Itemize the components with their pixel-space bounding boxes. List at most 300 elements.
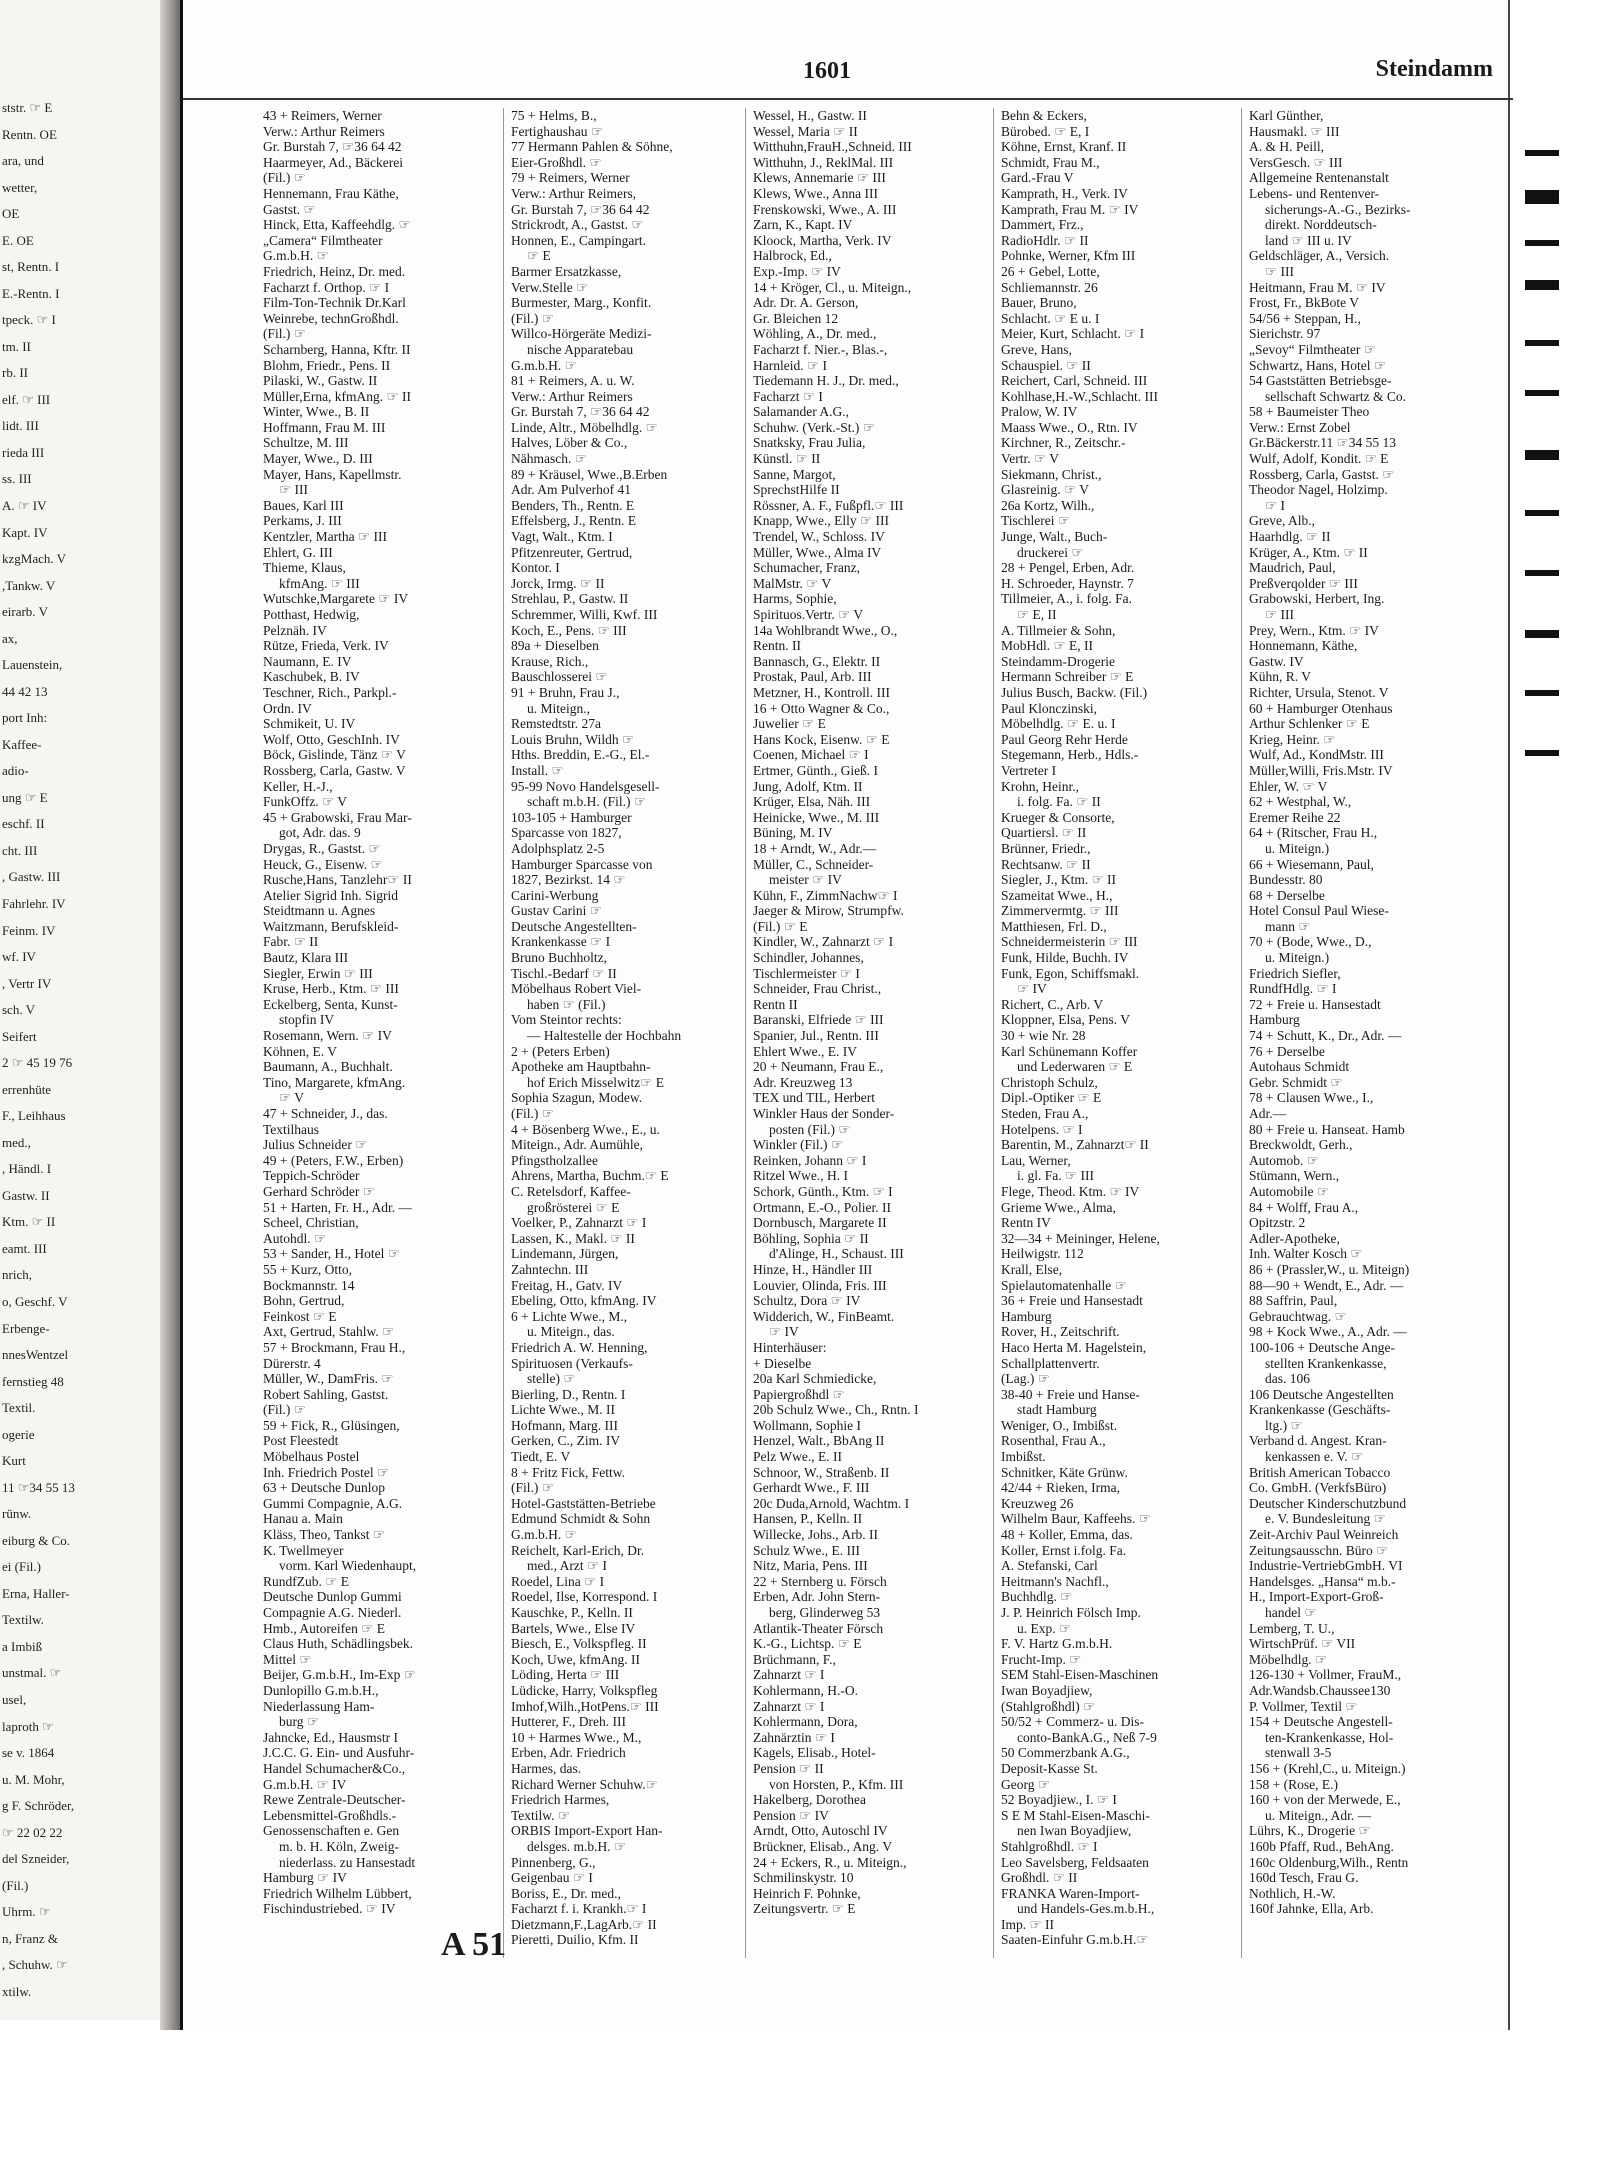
directory-entry-line: Nähmasch. ☞ [511,451,587,467]
directory-entry-line: Adr.— [1249,1106,1287,1121]
directory-entry-line: ten-Krankenkasse, Hol- [1265,1729,1394,1745]
directory-entry-line: Ritzel Wwe., H. I [753,1168,848,1184]
directory-entry-line: Jahncke, Ed., Hausmstr I [263,1729,398,1745]
directory-entry-line: u. Miteign., das. [527,1324,615,1340]
directory-entry-line: Bierling, D., Rentn. I [511,1386,626,1402]
directory-entry-line: Köhne, Ernst, Kranf. II [1001,139,1127,155]
directory-entry-line: Kamprath, H., Verk. IV [1001,185,1128,201]
directory-entry-line: Rosenthal, Frau A., [1001,1433,1106,1449]
directory-entry-line: (Fil.) ☞ [263,1402,306,1418]
directory-entry-line: Wutschke,Margarete ☞ IV [263,591,409,607]
directory-entry-line: „Sevoy“ Filmtheater ☞ [1249,341,1376,357]
directory-entry-line: G.m.b.H. ☞ [511,357,577,373]
directory-entry-line: Witthuhn,FrauH.,Schneid. III [753,139,912,155]
facing-page-text: E. OE [2,232,34,248]
directory-entry-line: Biesch, E., Volkspfleg. II [511,1636,647,1652]
directory-entry-line: Jaeger & Mirow, Strumpfw. [753,903,904,919]
directory-entry-line: Post Fleestedt [263,1433,339,1449]
directory-entry-line: Bockmannstr. 14 [263,1277,355,1293]
directory-entry-line: 54/56 + Steppan, H., [1249,310,1361,326]
directory-entry-line: Genossenschaften e. Gen [263,1823,400,1839]
directory-entry-line: 43 + Reimers, Werner [263,108,382,123]
directory-entry-line: Compagnie A.G. Niederl. [263,1605,402,1620]
directory-entry-line: C. Retelsdorf, Kaffee- [511,1183,631,1199]
directory-entry-line: das. 106 [1265,1371,1310,1387]
directory-entry-line: posten (Fil.) ☞ [769,1121,851,1137]
directory-entry-line: Adr. Dr. A. Gerson, [753,295,859,311]
directory-entry-line: Rentn II [753,996,798,1012]
directory-entry-line: Effelsberg, J., Rentn. E [511,513,637,529]
directory-entry-line: Lebens- und Rentenver- [1249,185,1380,201]
directory-entry-line: P. Vollmer, Textil ☞ [1249,1698,1358,1714]
facing-page-text: 44 42 13 [2,683,48,699]
directory-entry-line: 30 + wie Nr. 28 [1001,1028,1086,1044]
directory-entry-line: Gebrauchtwag. ☞ [1249,1308,1347,1324]
directory-entry-line: Schuhw. (Verk.-St.) ☞ [753,419,875,435]
directory-entry-line: Kaschubek, B. IV [263,669,360,685]
directory-entry-line: Metzner, H., Kontroll. III [753,684,891,700]
directory-entry-line: Textilhaus [263,1121,320,1137]
directory-entry-line: G.m.b.H. ☞ [263,248,329,264]
directory-entry-line: RundfZub. ☞ E [263,1573,349,1589]
directory-entry-line: Vertr. ☞ V [1001,451,1059,467]
directory-entry-line: Gr. Burstah 7, ☞36 64 42 [511,404,650,420]
directory-entry-line: Hotelpens. ☞ I [1001,1121,1083,1137]
directory-entry-line: Maudrich, Paul, [1249,560,1336,576]
facing-page-text: F., Leihhaus [2,1108,66,1124]
directory-entry-line: Weniger, O., Imbißst. [1001,1417,1118,1433]
facing-page-text: laproth ☞ [2,1718,54,1734]
directory-entry-line: Freitag, H., Gatv. IV [511,1277,623,1293]
directory-entry-line: Kühn, F., ZimmNachw☞ I [753,887,898,903]
directory-entry-line: 32—34 + Meininger, Helene, [1001,1230,1160,1246]
directory-entry-line: 160 + von der Merwede, E., [1249,1792,1401,1808]
directory-entry-line: Deposit-Kasse St. [1001,1760,1098,1776]
directory-entry-line: Fischindustriebed. ☞ IV [263,1901,396,1917]
facing-page-text: Gastw. II [2,1187,50,1203]
column-2 [511,108,741,1958]
directory-entry-line: 54 Gaststätten Betriebsge- [1249,373,1392,389]
directory-entry-line: Zahnärztin ☞ I [753,1729,835,1745]
column-divider [745,108,746,1958]
facing-page-text: o, Geschf. V [2,1294,68,1309]
directory-entry-line: Hanau a. Main [263,1511,343,1527]
directory-entry-line: Teschner, Rich., Parkpl.- [263,684,397,700]
directory-entry-line: Schmilinskystr. 10 [753,1870,854,1886]
directory-entry-line: Kauschke, P., Kelln. II [511,1605,633,1620]
directory-entry-line: und Handels-Ges.m.b.H., [1017,1901,1155,1917]
directory-entry-line: Rentn IV [1001,1215,1051,1231]
facing-page-text: cht. III [2,842,38,858]
facing-page-text: tm. II [2,338,31,354]
directory-entry-line: Schremmer, Willi, Kwf. III [511,607,658,622]
directory-entry-line: Strehlau, P., Gastw. II [511,591,629,607]
directory-entry-line: Vagt, Walt., Ktm. I [511,529,613,545]
directory-entry-line: 18 + Arndt, W., Adr.— [753,840,877,856]
directory-entry-line: Funk, Egon, Schiffsmakl. [1001,965,1140,981]
directory-entry-line: 47 + Schneider, J., das. [263,1106,388,1121]
directory-entry-line: Kontor. I [511,560,560,576]
facing-page-text: g F. Schröder, [2,1798,75,1814]
directory-entry-line: 106 Deutsche Angestellten [1249,1386,1394,1402]
directory-entry-line: Georg ☞ [1001,1776,1050,1792]
facing-page-text: xtilw. [2,1983,32,1999]
directory-entry-line: Spirituosen (Verkaufs- [511,1355,633,1371]
directory-entry-line: Schumacher, Franz, [753,560,861,576]
directory-entry-line: Möbelhaus Postel [263,1449,360,1465]
directory-entry-line: Köhnen, E. V [263,1043,337,1059]
directory-entry-line: Schneider, Frau Christ., [753,981,882,997]
directory-entry-line: ltg.) ☞ [1265,1417,1303,1433]
directory-entry-line: und Lederwaren ☞ E [1017,1059,1133,1075]
directory-entry-line: 26 + Gebel, Lotte, [1001,263,1100,279]
facing-page-text: errenhüte [2,1081,52,1097]
directory-entry-line: Tillmeier, A., i. folg. Fa. [1001,591,1132,607]
directory-entry-line: Schultz, Dora ☞ IV [753,1293,861,1309]
directory-entry-line: Paul Klonczinski, [1001,700,1097,716]
directory-entry-line: 6 + Lichte Wwe., M., [511,1308,628,1324]
facing-page-text: OE [2,206,20,222]
directory-entry-line: Pfingstholzallee [511,1152,598,1168]
directory-entry-line: Imp. ☞ II [1001,1916,1054,1932]
directory-entry-line: Miteign., Adr. Aumühle, [511,1137,644,1153]
directory-entry-line: Frucht-Imp. ☞ [1001,1651,1082,1667]
directory-entry-line: Harnleid. ☞ I [753,357,827,373]
directory-entry-line: Verw.: Ernst Zobel [1249,419,1351,435]
directory-entry-line: Schindler, Johannes, [753,950,864,966]
directory-entry-line: Pilaski, W., Gastw. II [263,373,378,389]
directory-entry-line: Heilwigstr. 112 [1001,1246,1084,1262]
directory-entry-line: Naumann, E. IV [263,653,352,669]
facing-page-text: lidt. III [2,418,39,434]
directory-entry-line: 52 Boyadjiew., I. ☞ I [1001,1792,1117,1808]
facing-page-text: ara, und [2,153,44,169]
directory-entry-line: Voelker, P., Zahnarzt ☞ I [511,1215,647,1231]
directory-entry-line: Facharzt f. i. Krankh.☞ I [511,1901,647,1917]
facing-page-text: ,Tankw. V [2,577,56,593]
directory-entry-line: Reinken, Johann ☞ I [753,1152,867,1168]
directory-entry-line: Rossberg, Carla, Gastw. V [263,762,406,778]
directory-entry-line: Scheel, Christian, [263,1215,359,1231]
facing-page-text: wetter, [2,179,38,195]
directory-entry-line: Exp.-Imp. ☞ IV [753,263,841,279]
directory-entry-line: ☞ I [1265,497,1285,513]
facing-page-text: del Szneider, [2,1851,70,1867]
directory-entry-line: Bruno Buchholtz, [511,950,607,966]
directory-entry-line: Greve, Hans, [1001,341,1072,357]
directory-entry-line: Hausmakl. ☞ III [1249,123,1340,139]
facing-page-text: elf. ☞ III [2,391,51,407]
directory-entry-line: land ☞ III u. IV [1265,232,1352,248]
directory-entry-line: direkt. Norddeutsch- [1265,217,1377,233]
directory-entry-line: 79 + Reimers, Werner [511,170,630,186]
directory-entry-line: 126-130 + Vollmer, FrauM., [1249,1667,1402,1683]
directory-entry-line: Dürerstr. 4 [263,1355,321,1371]
directory-entry-line: Prey, Wern., Ktm. ☞ IV [1249,622,1379,638]
directory-entry-line: Kreuzweg 26 [1001,1495,1074,1511]
directory-entry-line: Facharzt f. Nier.-, Blas.-, [753,341,888,357]
directory-entry-line: Willecke, Johs., Arb. II [753,1527,879,1543]
directory-entry-line: Friedrich Wilhelm Lübbert, [263,1885,412,1901]
scan-margin [0,2030,1600,2177]
directory-entry-line: Friedrich A. W. Henning, [511,1339,648,1355]
directory-entry-line: Müller, Wwe., Alma IV [753,544,882,560]
directory-entry-line: Gastst. ☞ [263,201,316,217]
directory-entry-line: 77 Hermann Pahlen & Söhne, [511,139,673,155]
directory-entry-line: Sanne, Margot, [753,466,836,482]
directory-entry-line: Krankenkasse (Geschäfts- [1249,1402,1391,1418]
facing-page-text: adio- [2,763,29,779]
directory-entry-line: Ahrens, Martha, Buchm.☞ E [511,1168,669,1184]
directory-entry-line: Hermann Schreiber ☞ E [1001,669,1134,685]
directory-entry-line: Opitzstr. 2 [1249,1215,1306,1231]
directory-entry-line: ☞ III [1265,607,1294,622]
directory-entry-line: Karl Schünemann Koffer [1001,1043,1138,1059]
directory-entry-line: Greve, Alb., [1249,513,1315,529]
directory-entry-line: Geldschläger, A., Versich. [1249,248,1390,264]
facing-page-text: sch. V [2,1002,35,1018]
directory-entry-line: Arthur Schlenker ☞ E [1249,716,1370,732]
facing-page-text: Textil. [2,1400,36,1416]
directory-entry-line: Strickrodt, A., Gastst. ☞ [511,217,644,233]
directory-entry-line: A. Stefanski, Carl [1001,1558,1098,1574]
directory-entry-line: Gerhardt Wwe., F. III [753,1480,870,1496]
facing-page-text: nrich, [2,1267,32,1283]
directory-entry-line: Siegler, J., Ktm. ☞ II [1001,872,1117,888]
directory-entry-line: sicherungs-A.-G., Bezirks- [1265,201,1411,217]
directory-entry-line: Willco-Hörgeräte Medizi- [511,326,652,342]
directory-entry-line: 36 + Freie und Hansestadt [1001,1293,1143,1309]
column-4 [1001,108,1237,1958]
directory-entry-line: Julius Busch, Backw. (Fil.) [1001,684,1148,700]
directory-entry-line: Knapp, Wwe., Elly ☞ III [753,513,889,529]
directory-entry-line: Verw.: Arthur Reimers [511,388,633,404]
directory-entry-line: 91 + Bruhn, Frau J., [511,684,620,700]
facing-page-text: nnesWentzel [2,1347,69,1363]
directory-entry-line: Bundesstr. 80 [1249,872,1323,888]
directory-entry-line: Kruse, Herb., Ktm. ☞ III [263,981,399,997]
directory-entry-line: Schliemannstr. 26 [1001,279,1098,295]
directory-entry-line: Fabr. ☞ II [263,934,319,950]
directory-entry-line: Eremer Reihe 22 [1249,809,1341,825]
directory-entry-line: Lührs, K., Drogerie ☞ [1249,1823,1371,1839]
directory-entry-line: Inh. Friedrich Postel ☞ [263,1464,390,1480]
directory-entry-line: Stümann, Wern., [1249,1168,1340,1184]
directory-entry-line: Heinrich F. Pohnke, [753,1885,861,1901]
directory-entry-line: meister ☞ IV [769,872,842,888]
directory-entry-line: sellschaft Schwartz & Co. [1265,388,1406,404]
directory-entry-line: d'Alinge, H., Schaust. III [769,1246,904,1262]
directory-entry-line: Möbelhdlg. ☞ E. u. I [1001,716,1116,732]
facing-page-text: fernstieg 48 [2,1373,64,1389]
directory-entry-line: Pohnke, Werner, Kfm III [1001,248,1136,264]
directory-entry-line: Kindler, W., Zahnarzt ☞ I [753,934,894,950]
directory-entry-line: 2 + (Peters Erben) [511,1043,610,1059]
directory-entry-line: Ertmer, Günth., Gieß. I [753,762,879,778]
directory-entry-line: Richard Werner Schuhw.☞ [511,1776,658,1792]
facing-page-text: Textilw. [2,1612,44,1628]
directory-entry-line: u. Miteign.) [1265,950,1330,966]
directory-entry-line: Trendel, W., Schloss. IV [753,529,885,545]
directory-entry-line: MalMstr. ☞ V [753,575,832,591]
directory-entry-line: Spielautomatenhalle ☞ [1001,1277,1127,1293]
directory-entry-line: (Fil.) ☞ [511,1106,554,1121]
directory-entry-line: 160b Pfaff, Rud., BehAng. [1249,1838,1394,1854]
directory-entry-line: Imbißst. [1001,1449,1046,1465]
directory-entry-line: Jorck, Irmg. ☞ II [511,575,605,591]
directory-entry-line: Salamander A.G., [753,404,849,420]
directory-entry-line: Perkams, J. III [263,513,342,529]
directory-entry-line: Scharnberg, Hanna, Kftr. II [263,341,411,357]
directory-entry-line: Keller, H.-J., [263,778,333,794]
page-code: A 51 [441,1926,507,1963]
directory-entry-line: Feinkost ☞ E [263,1308,337,1324]
directory-entry-line: Vertreter I [1001,762,1057,778]
directory-entry-line: stelle) ☞ [527,1371,576,1387]
directory-entry-line: Dornbusch, Margarete II [753,1215,887,1231]
directory-entry-line: 53 + Sander, H., Hotel ☞ [263,1246,400,1262]
directory-entry-line: Friedrich Harmes, [511,1792,610,1808]
directory-entry-line: Schlacht. ☞ E u. I [1001,310,1100,326]
directory-entry-line: (Fil.) ☞ [263,170,306,186]
directory-entry-line: Louis Bruhn, Wildh ☞ [511,731,635,747]
directory-entry-line: Zahnarzt ☞ I [753,1667,825,1683]
directory-entry-line: Juwelier ☞ E [753,716,826,732]
directory-entry-line: Rössner, A. F., Fußpfl.☞ III [753,497,904,513]
directory-entry-line: (Fil.) ☞ [511,310,554,326]
directory-entry-line: 98 + Kock Wwe., A., Adr. — [1249,1324,1407,1340]
directory-entry-line: Büning, M. IV [753,825,833,841]
directory-entry-line: 156 + (Krehl,C., u. Miteign.) [1249,1760,1406,1776]
column-1 [263,108,498,1958]
directory-entry-line: Ebeling, Otto, kfmAng. IV [511,1293,657,1309]
directory-entry-line: Funk, Hilde, Buchh. IV [1001,950,1129,966]
directory-entry-line: Honnen, E., Campingart. [511,232,646,248]
directory-entry-line: Preßverqolder ☞ III [1249,575,1358,591]
directory-entry-line: Eier-Großhdl. ☞ [511,154,602,170]
directory-entry-line: Heinicke, Wwe., M. III [753,809,880,825]
directory-entry-line: Schauspiel. ☞ II [1001,357,1091,373]
directory-entry-line: 160c Oldenburg,Wilh., Rentn [1249,1854,1409,1870]
directory-entry-line: 4 + Bösenberg Wwe., E., u. [511,1121,660,1137]
directory-entry-line: Roedel, Ilse, Korrespond. I [511,1589,658,1605]
directory-entry-line: Kläss, Theo, Tankst ☞ [263,1527,386,1543]
directory-entry-line: 100-106 + Deutsche Ange- [1249,1339,1395,1355]
directory-entry-line: Rütze, Frieda, Verk. IV [263,638,389,654]
directory-entry-line: Paul Georg Rehr Herde [1001,731,1128,747]
directory-entry-line: 84 + Wolff, Frau A., [1249,1199,1359,1215]
directory-entry-line: RadioHdlr. ☞ II [1001,232,1089,248]
directory-entry-line: Hinterhäuser: [753,1339,827,1355]
facing-page-text: rünw. [2,1506,32,1522]
directory-entry-line: Pelznäh. IV [263,622,327,638]
directory-entry-line: Robert Sahling, Gastst. [263,1386,389,1402]
directory-entry-line: Hamburg ☞ IV [263,1870,347,1886]
directory-entry-line: Zahnarzt ☞ I [753,1698,825,1714]
directory-entry-line: 14 + Kröger, Cl., u. Miteign., [753,279,912,295]
column-divider [503,108,504,1958]
directory-entry-line: Thieme, Klaus, [263,560,346,576]
directory-entry-line: niederlass. zu Hansestadt [279,1854,416,1870]
directory-entry-line: 89a + Dieselben [511,638,599,654]
directory-entry-line: 20 + Neumann, Frau E., [753,1059,884,1075]
directory-entry-line: H., Import-Export-Groß- [1249,1589,1384,1605]
directory-entry-line: Carini-Werbung [511,887,599,903]
directory-entry-line: Dunlopillo G.m.b.H., [263,1682,379,1698]
directory-entry-line: 95-99 Novo Handelsgesell- [511,778,660,794]
facing-page-text: Seifert [2,1028,37,1044]
facing-page-text: med., [2,1134,31,1150]
directory-entry-line: Gr.Bäckerstr.11 ☞34 55 13 [1249,435,1396,451]
facing-page-text: E.-Rentn. I [2,285,60,301]
directory-entry-line: 103-105 + Hamburger [511,809,632,825]
directory-entry-line: Papiergroßhdl ☞ [753,1386,845,1402]
directory-entry-line: Linde, Altr., Möbelhdlg. ☞ [511,419,658,435]
directory-entry-line: Christoph Schulz, [1001,1074,1098,1090]
directory-entry-line: Tischl.-Bedarf ☞ II [511,965,617,981]
directory-entry-line: RundfHdlg. ☞ I [1249,981,1337,997]
directory-entry-line: 66 + Wiesemann, Paul, [1249,856,1374,872]
directory-entry-line: Vom Steintor rechts: [511,1012,622,1028]
facing-page-text: rb. II [2,365,28,381]
directory-entry-line: Adolphsplatz 2-5 [511,840,605,856]
column-divider [1241,108,1242,1958]
directory-entry-line: Dammert, Frz., [1001,217,1084,233]
directory-entry-line: Wulf, Ad., KondMstr. III [1249,747,1384,763]
directory-entry-line: stopfin IV [279,1012,335,1028]
directory-entry-line: Textilw. ☞ [511,1807,571,1823]
directory-entry-line: Stegemann, Herb., Hdls.- [1001,747,1139,763]
directory-entry-line: Harmes, das. [511,1760,582,1776]
directory-entry-line: 48 + Koller, Emma, das. [1001,1527,1133,1543]
facing-page-text: Uhrm. ☞ [2,1904,51,1920]
directory-entry-line: 50/52 + Commerz- u. Dis- [1001,1714,1144,1730]
directory-entry-line: TEX und TIL, Herbert [753,1090,875,1106]
directory-entry-line: Krüger, Elsa, Näh. III [753,794,871,810]
directory-entry-line: Beijer, G.m.b.H., Im-Exp ☞ [263,1667,416,1683]
directory-entry-line: Nitz, Maria, Pens. III [753,1558,868,1574]
directory-entry-line: Stahlgroßhdl. ☞ I [1001,1838,1098,1854]
directory-entry-line: Großhdl. ☞ II [1001,1870,1078,1886]
directory-entry-line: ORBIS Import-Export Han- [511,1823,663,1839]
facing-page-text: Kurt [2,1453,26,1469]
directory-entry-line: Ehler, W. ☞ V [1249,778,1328,794]
directory-entry-line: Mittel ☞ [263,1651,312,1667]
directory-entry-line: Hotel Consul Paul Wiese- [1249,903,1389,919]
directory-entry-line: Lemberg, T. U., [1249,1620,1335,1636]
directory-entry-line: WirtschPrüf. ☞ VII [1249,1636,1356,1652]
facing-page-text: se v. 1864 [2,1745,55,1761]
directory-entry-line: Rosemann, Wern. ☞ IV [263,1028,392,1044]
directory-entry-line: Axt, Gertrud, Stahlw. ☞ [263,1324,395,1340]
directory-entry-line: Mayer, Hans, Kapellmstr. [263,466,402,482]
directory-entry-line: 160f Jahnke, Ella, Arb. [1249,1901,1374,1917]
directory-entry-line: burg ☞ [279,1714,319,1730]
directory-entry-line: Klews, Annemarie ☞ III [753,170,886,186]
directory-entry-line: Prostak, Paul, Arb. III [753,669,872,685]
directory-entry-line: Böhling, Sophia ☞ II [753,1230,869,1246]
directory-entry-line: Geigenbau ☞ I [511,1870,593,1886]
directory-entry-line: Louvier, Olinda, Fris. III [753,1277,887,1293]
directory-entry-line: Waitzmann, Berufskleid- [263,918,399,934]
directory-entry-line: handel ☞ [1265,1605,1317,1620]
directory-entry-line: m. b. H. Köln, Zweig- [279,1838,399,1854]
directory-entry-line: 58 + Baumeister Theo [1249,404,1370,420]
directory-entry-line: Hamburger Sparcasse von [511,856,653,872]
directory-entry-line: Barentin, M., Zahnarzt☞ II [1001,1137,1149,1153]
directory-entry-line: ☞ III [1265,263,1294,279]
directory-entry-line: Gustav Carini ☞ [511,903,602,919]
